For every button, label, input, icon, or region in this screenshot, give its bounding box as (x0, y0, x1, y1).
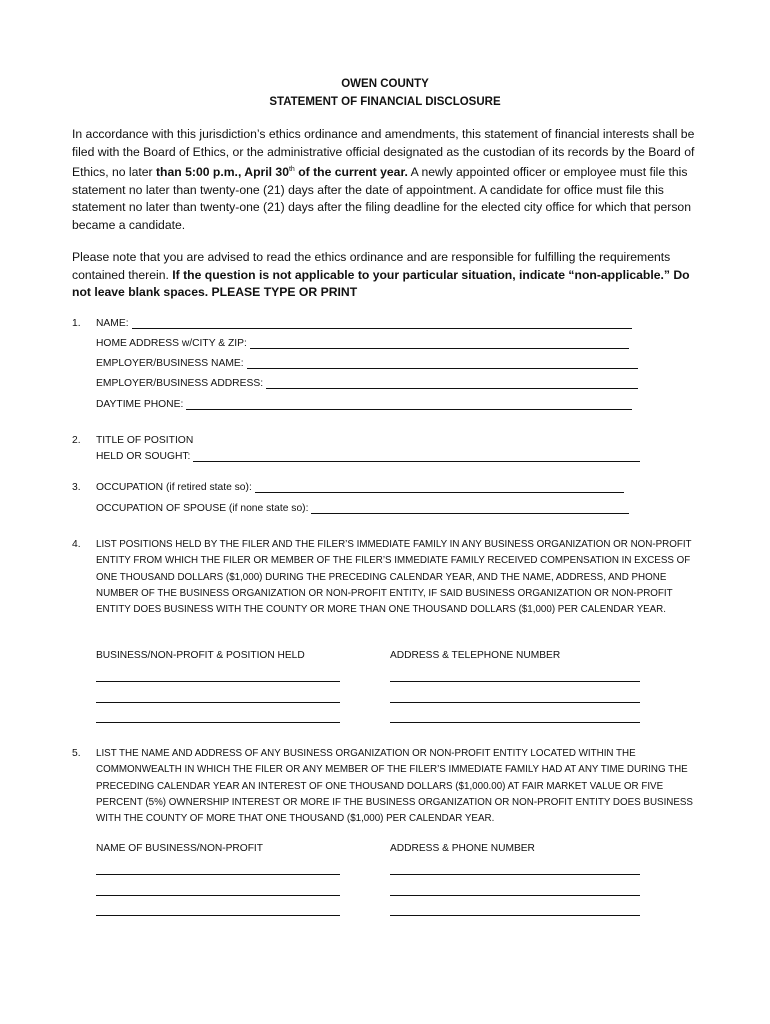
daytime-phone-label: DAYTIME PHONE: (96, 399, 184, 410)
name-field[interactable] (96, 318, 632, 329)
q5-address-line[interactable] (390, 874, 640, 875)
employer-address-label: EMPLOYER/BUSINESS ADDRESS: (96, 378, 264, 389)
q3-number: 3. (72, 482, 81, 493)
q5-number: 5. (72, 748, 81, 759)
q4-text: LIST POSITIONS HELD BY THE FILER AND THE FILER’S IMMEDIATE FAMILY IN ANY BUSINESS ORGANIZATION OR NON-PROFIT ENTITY FROM WHICH THE FILER OR MEMBER OF THE FILER’S IMMEDIATE FAMILY RECEIVED COMPENSATION IN EXCESS OF ONE THOUSAND DOLLARS ($1,000) DURING THE PRECEDING CALENDAR YEAR, AND THE NAME, ADDRESS, AND PHONE NUMBER OF THE BUSINESS ORGANIZATION OR NON-PROFIT ENTITY, IF SAID BUSINESS ORGANIZATION OR NON-PROFIT ENTITY DOES BUSINESS WITH THE COUNTY OR MORE THAN ONE THOUSAND DOLLARS ($1,000) PER CALENDAR YEAR. (96, 539, 692, 616)
employer-name-label: EMPLOYER/BUSINESS NAME: (96, 358, 244, 369)
intro-paragraph: In accordance with this jurisdiction’s ethics ordinance and amendments, this statement of financial interests shall be filed with the Board of Ethics, or the administrative official designated as the custodian of its records by the Board of Ethics, no later than 5:00 p.m., April 30th of the current year. A newly appointed officer or employee must file this statement no later than twenty-one (21) days after the date of appointment. A candidate for office must file this statement no later than twenty-one (21) days after the filing deadline for the elected city office for which that person became a candidate. (72, 127, 695, 232)
employer-name-field[interactable] (96, 358, 638, 369)
employer-address-line[interactable] (266, 379, 638, 389)
q5-text: LIST THE NAME AND ADDRESS OF ANY BUSINESS ORGANIZATION OR NON-PROFIT ENTITY LOCATED WITHIN THE COMMONWEALTH IN WHICH THE FILER OR ANY MEMBER OF THE FILER’S IMMEDIATE FAMILY HAD AT ANY TIME DURING THE PRECEDING CALENDAR YEAR AN INTEREST OF ONE THOUSAND DOLLARS ($1,000.00) AT FAIR MARKET VALUE OR FIVE PERCENT (5%) OWNERSHIP INTEREST OR MORE IF THE BUSINESS ORGANIZATION OR NON-PROFIT ENTITY DOES BUSINESS WITH THE COUNTY OF MORE THAT ONE THOUSAND ($1,000) PER CALENDAR YEAR. (96, 748, 693, 825)
q5-address-line[interactable] (390, 915, 640, 916)
q4-address-line[interactable] (390, 681, 640, 682)
county-title: OWEN COUNTY (341, 78, 429, 90)
held-or-sought-label: HELD OR SOUGHT: (96, 451, 191, 462)
daytime-phone-field[interactable] (96, 399, 632, 410)
spouse-occupation-line[interactable] (311, 504, 629, 514)
form-title: STATEMENT OF FINANCIAL DISCLOSURE (269, 96, 501, 108)
position-line[interactable] (193, 452, 640, 462)
occupation-label: OCCUPATION (if retired state so): (96, 482, 252, 493)
q5-business-line[interactable] (96, 915, 340, 916)
spouse-occupation-field[interactable] (96, 503, 629, 514)
employer-name-line[interactable] (247, 359, 638, 369)
q5-business-line[interactable] (96, 895, 340, 896)
name-line[interactable] (132, 319, 632, 329)
q4-col-business-header: BUSINESS/NON-PROFIT & POSITION HELD (96, 650, 305, 661)
q1-number: 1. (72, 318, 81, 329)
occupation-field[interactable] (96, 482, 624, 493)
q4-business-line[interactable] (96, 702, 340, 703)
instructions-paragraph: Please note that you are advised to read the ethics ordinance and are responsible for fulfilling the requirements contained therein. If the question is not applicable to your particular situation, indicate “non-applicable.” Do not leave blank spaces. PLEASE TYPE OR PRINT (72, 250, 690, 299)
q4-business-line[interactable] (96, 681, 340, 682)
q2-number: 2. (72, 435, 81, 446)
home-address-field[interactable] (96, 338, 629, 349)
occupation-line[interactable] (255, 483, 624, 493)
q4-address-line[interactable] (390, 722, 640, 723)
employer-address-field[interactable] (96, 378, 638, 389)
spouse-occupation-label: OCCUPATION OF SPOUSE (if none state so): (96, 503, 309, 514)
q4-col-address-header: ADDRESS & TELEPHONE NUMBER (390, 650, 561, 661)
q5-col-address-header: ADDRESS & PHONE NUMBER (390, 843, 535, 854)
q4-number: 4. (72, 539, 81, 550)
position-field[interactable] (96, 451, 640, 462)
daytime-phone-line[interactable] (186, 400, 632, 410)
q5-business-line[interactable] (96, 874, 340, 875)
title-of-position-label: TITLE OF POSITION (96, 435, 194, 446)
name-label: NAME: (96, 318, 129, 329)
q4-business-line[interactable] (96, 722, 340, 723)
q5-address-line[interactable] (390, 895, 640, 896)
home-address-line[interactable] (250, 339, 629, 349)
q4-address-line[interactable] (390, 702, 640, 703)
home-address-label: HOME ADDRESS w/CITY & ZIP: (96, 338, 247, 349)
q5-col-business-header: NAME OF BUSINESS/NON-PROFIT (96, 843, 263, 854)
